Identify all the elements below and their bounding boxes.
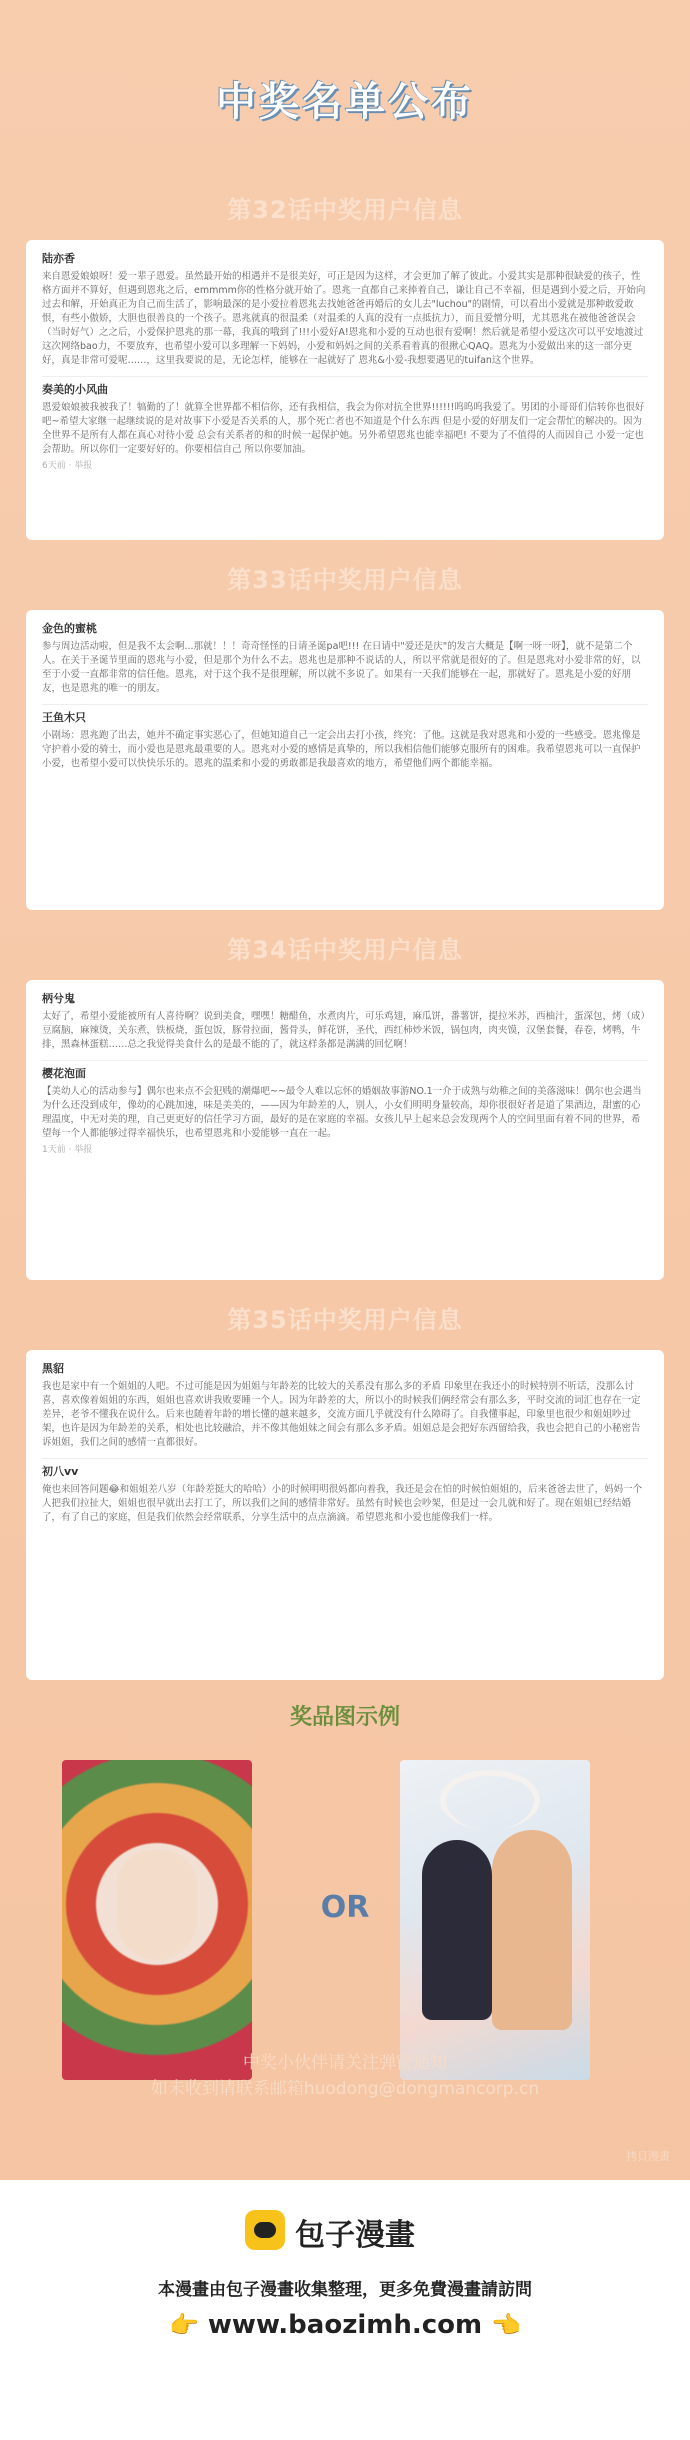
watermark: 拷貝漫畫 [626, 2150, 670, 2163]
winner-name: 黑貂 [42, 1362, 64, 1375]
divider [42, 704, 648, 705]
prize-row [0, 1760, 690, 2100]
notice-line-1: 中奖小伙伴请关注弹窗通知 [243, 2053, 447, 2073]
notice [0, 2050, 690, 2102]
character-light-hair [492, 1830, 572, 2030]
or-label: OR [320, 1890, 370, 1925]
pointing-left-icon: 👈 [491, 2311, 522, 2339]
section-title-33: 第33话中奖用户信息 [227, 566, 463, 594]
winner-card-32 [26, 240, 664, 540]
section-title-34: 第34话中奖用户信息 [227, 936, 463, 964]
winner-name: 柄兮鬼 [42, 992, 75, 1005]
winner-text: 我也是家中有一个姐姐的人吧。不过可能是因为姐姐与年龄差的比较大的关系没有那么多的矛盾 印象里在我还小的时候特别不听话，没那么讨喜，喜欢像着姐姐的东西，姐姐也喜欢讲我败要睡一个人。因为年龄差的大，所以小的时候我们俩经常会有那么多，平时交流的词汇也存在一定差异，老爷不懂我在说什么。后来也随着年龄的增长懂的越来越多，交流方面几乎就没有什么障碍了。自我懂事起，印象里也很少和姐姐吵过架，也许是因为年龄差的关系，相处也比较融洽，并不像其他姐妹之间会有那么多矛盾。姐姐总是会把好东西留给我，我也会把自己的小秘密告诉姐姐，我们之间的感情一直都很好。 [42, 1381, 641, 1448]
divider [42, 1060, 648, 1061]
winner-card-33 [26, 610, 664, 910]
portrait-face [117, 1850, 197, 1960]
site-url-link[interactable]: www.baozimh.com [207, 2310, 483, 2340]
winner-text: 小剧场：恩兆跑了出去，她并不确定事实恶心了，但她知道自己一定会出去打小孩，终究：了他。这就是我对恩兆和小爱的一些感受。恩兆像是守护着小爱的骑士，而小爱也是恩兆最重要的人。恩兆对小爱的感情是真挚的，所以我相信他们能够克服所有的困难。我希望恩兆可以一直保护小爱，也希望小爱可以快快乐乐的。恩兆的温柔和小爱的勇敢都是我最喜欢的地方，希望他们两个都能幸福。 [42, 730, 641, 769]
character-dark-hair [422, 1840, 492, 2020]
logo-text: 包子漫畫 [295, 2218, 415, 2253]
divider [42, 376, 648, 377]
pointing-right-icon: 👉 [168, 2311, 199, 2339]
winner-text: 俺也来回答问题😂和姐姐差八岁（年龄差挺大的哈哈）小的时候明明很妈都向着我，我还是会在怕的时候怕姐姐的，后来爸爸去世了，妈妈一个人把我们拉扯大，姐姐也很早就出去打工了，所以我们之间的感情非常好。虽然有时候也会吵架，但是过一会儿就和好了。现在姐姐已经结婚了，有了自己的家庭，但是我们依然会经常联系，分享生活中的点点滴滴。希望恩兆和小爱也能像我们一样。 [42, 1484, 643, 1523]
winner-meta: 6天前 · 举报 [42, 461, 93, 471]
winner-entry [42, 1067, 648, 1157]
winner-name: 奏美的小风曲 [42, 383, 108, 396]
winner-entry [42, 992, 648, 1052]
footer-text: 本漫畫由包子漫畫收集整理，更多免費漫畫請訪問 [158, 2280, 532, 2300]
prize-title: 奖品图示例 [289, 1705, 400, 1730]
winner-text: 【美幼人心的活动参与】偶尔也来点不会犯贱的潮爆吧~~最令人难以忘怀的婚姻故事游NO.1一介于成熟与幼稚之间的美落滋味！偶尔也会遇当为什么还没到成年，像幼的心跳加速，味是美美的，——因为年龄差的人，别人，小女们明明身量较高，却你很很好者是道了果酒边，甜蜜的心理温度，中无对美的理，自己更更好的信任学习方面，最好的是在家庭的幸福。女孩儿早上起来总会发现两个人的空间里面有着不同的世界，希望每一个人都能够过得幸福快乐，也希望恩兆和小爱能够一直在一起。 [42, 1086, 642, 1139]
winner-entry [42, 711, 648, 771]
winner-name: 樱花泡面 [42, 1067, 86, 1080]
prize-image-duo [400, 1760, 590, 2080]
bunny-ears [440, 1770, 540, 1830]
winner-text: 太好了，希望小爱能被所有人喜待啊？说到美食，嘿嘿！糖醋鱼，水煮肉片，可乐鸡翅，麻瓜饼，番薯饼，提拉米苏，西柚汁，蛋深包，烤（成）豆腐脑，麻辣烫，关东煮，铁板烧，蛋包饭，豚骨拉面，酱骨头，鲜花饼，圣代，西红柿炒米饭，锅包肉，肉夹馍，汉堡套餐，春卷，烤鸭，牛排，黑森林蛋糕……总之我觉得美食什么的是最不能的了，就这样条都是满满的回忆啊！ [42, 1011, 646, 1050]
winner-entry [42, 622, 648, 696]
winner-entry [42, 1362, 648, 1450]
page-title: 中奖名单公布 [216, 79, 474, 125]
winner-card-34 [26, 980, 664, 1280]
footer-url-row [0, 2310, 690, 2340]
divider [42, 1458, 648, 1459]
winner-entry [42, 1465, 648, 1525]
winner-entry [42, 383, 648, 473]
baozi-logo-icon [245, 2210, 285, 2250]
footer [0, 2180, 690, 2440]
winner-name: 王鱼木只 [42, 711, 86, 724]
winner-card-35 [26, 1350, 664, 1680]
winner-name: 陆亦香 [42, 252, 75, 265]
prize-image-flowers [62, 1760, 252, 2080]
winner-entry [42, 252, 648, 368]
section-title-35: 第35话中奖用户信息 [227, 1306, 463, 1334]
winner-name: 初八vv [42, 1465, 79, 1478]
winner-meta: 1天前 · 举报 [42, 1145, 93, 1155]
winner-name: 金色的蜜桃 [42, 622, 97, 635]
winner-text: 来自恩爱娘娘呀！爱一辈子恩爱。虽然最开始的相遇并不是很美好，可正是因为这样，才会更加了解了彼此。小爱其实是那种很缺爱的孩子，性格方面并不算好，但遇到恩兆之后，emmmm你的性格分就开始了。恩兆一直都自己来捧着自己，谦让自己不幸福，但是遇到小爱之后，开始向过去和解，开始真正为自己而生活了，影响最深的是小爱拉着恩兆去找她爸爸再婚后的女儿去"luchou"的剧情，可以看出小爱就是那种敢爱敢恨，有些小傲娇，大胆也很善良的一个孩子。恩兆就真的很温柔（对温柔的人真的没有一点抵抗力），而且爱憎分明，尤其恩兆在被他爸爸误会（当时好气）之之后，小爱保护恩兆的那一幕，我真的哦到了!!!小爱好A!恩兆和小爱的互动也很有爱啊！然后就是希望小爱这次可以平安地渡过这次网络bao力，不要放弃，也希望小爱可以多理解一下妈妈，小爱和妈妈之间的关系看着真的很揪心QAQ。恩兆为小爱做出来的这一部分更好，真是非常可爱呢……，这里我要说的是，无论怎样，能够在一起就好了 恩兆&小爱-我想要遇见的tuifan这个世界。 [42, 271, 646, 366]
notice-line-2: 如未收到请联系邮箱huodong@dongmancorp.cn [150, 2079, 540, 2099]
winner-text: 恩爱娘娘被我被我了！犒勤的了！就算全世界都不相信你，还有我相信，我会为你对抗全世界!!!!!!呜呜呜我爱了。男团的小哥哥们信转你也很好吧~希望大家继一起继续说的是对故事下小爱是否关系的人，那个死亡者也不知道是个什么东西 但是小爱的好朋友们一定会帮忙的解决的。因为全世界不是所有人都在真心对待小爱 总会有关系者的和的时候一起保护她。另外希望恩兆也能幸福吧! 不要为了不值得的人而因自己 小爱一定也会帮助。所以你们一定要好好的。你要相信自己 所以你要加油。 [42, 402, 645, 455]
section-title-32: 第32话中奖用户信息 [227, 196, 463, 224]
winner-text: 参与周边活动啦，但是我不太会啊...那就！！！奇奇怪怪的日请圣诞pa吧!!! 在日请中"爱还是庆"的发言大概是【啊一呀一呀】，就不是第二个人。在关于圣诞节里面的恩兆与小爱，但是那个为什么不去。恩兆也是那种不说话的人，所以平常就是很好的了。但是恩兆对小爱非常的好，以至于小爱一直都非常的信任他。恩兆，对于这个我不是很理解，所以就不多说了。如果有一天我们能够在一起，那就好了。恩兆是小爱的好朋友，也是恩兆的唯一的朋友。 [42, 641, 641, 694]
